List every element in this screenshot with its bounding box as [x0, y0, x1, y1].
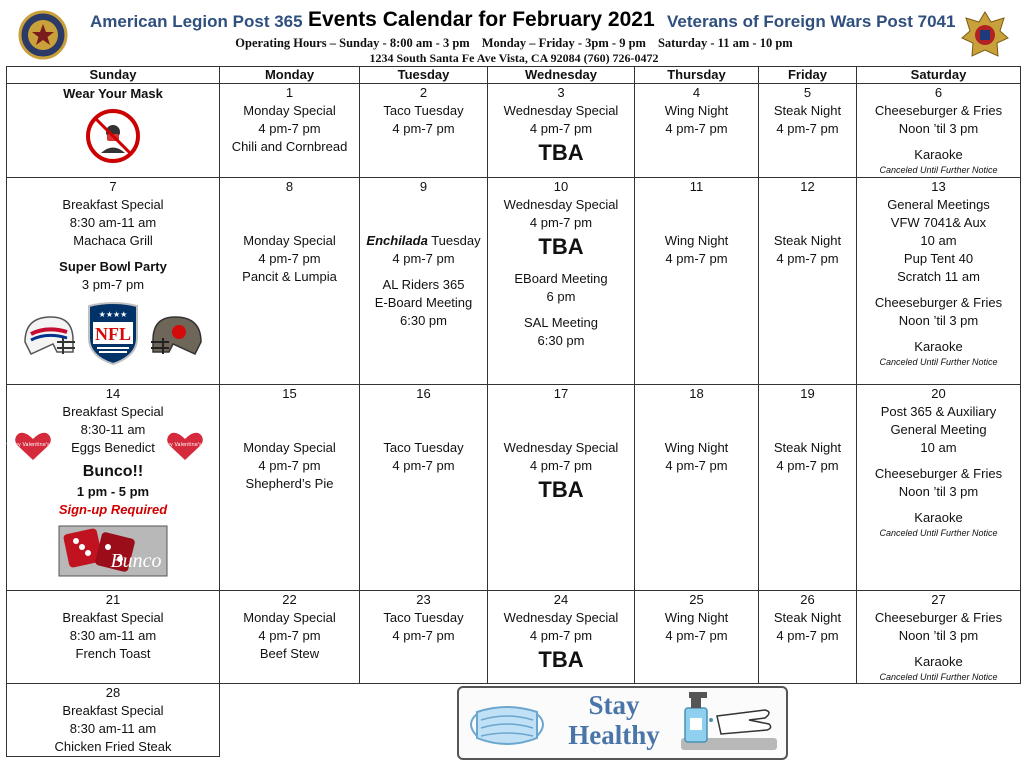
day-number: 20	[931, 386, 946, 401]
svg-text:Happy Valentine's Day: Happy Valentine's Day	[156, 442, 214, 448]
day-number: 27	[931, 592, 946, 607]
day-number: 8	[285, 179, 294, 194]
weekday-wednesday: Wednesday	[488, 67, 635, 84]
event-time: 8:30-11 am	[80, 422, 146, 437]
meeting-group: VFW 7041& Aux	[890, 215, 987, 230]
weekday-friday: Friday	[759, 67, 857, 84]
signup-required: Sign-up Required	[58, 502, 168, 517]
svg-text:Happy Valentine's Day: Happy Valentine's Day	[4, 442, 62, 448]
event-time: 4 pm-7 pm	[392, 628, 455, 643]
day-cell-16	[360, 385, 488, 591]
meeting-group: Post 365 & Auxiliary	[880, 404, 997, 419]
event-time: 4 pm-7 pm	[258, 458, 321, 473]
day-number: 11	[689, 179, 704, 194]
day-cell-1	[220, 84, 360, 178]
event-title: Monday Special	[243, 233, 336, 248]
super-bowl-time: 3 pm-7 pm	[81, 277, 145, 292]
super-bowl-artwork	[7, 302, 219, 372]
day-number: 14	[105, 386, 121, 401]
event-time: 4 pm-7 pm	[529, 628, 593, 643]
event-title	[360, 232, 487, 250]
event-title: Wednesday Special	[503, 440, 619, 455]
event-title: Cheeseburger & Fries	[874, 103, 1003, 118]
day-cell-25	[635, 591, 759, 684]
face-mask-icon	[463, 700, 551, 750]
week-row-4	[7, 591, 1021, 684]
day-cell-10	[488, 178, 635, 385]
page-title: Events Calendar for February 2021	[308, 8, 655, 31]
day-number: 9	[419, 179, 428, 194]
meeting-time: 6:30 pm	[400, 313, 447, 328]
meeting-title: General Meeting	[890, 422, 987, 437]
event-time: 8:30 am-11 am	[69, 721, 157, 736]
week-row-2	[7, 178, 1021, 385]
day-cell-20	[857, 385, 1021, 591]
day-number: 26	[800, 592, 815, 607]
day-cell-15	[220, 385, 360, 591]
nfl-shield-icon	[85, 300, 141, 366]
event-menu: Shepherd’s Pie	[245, 476, 334, 491]
super-bowl-title: Super Bowl Party	[59, 259, 167, 274]
day-number: 18	[689, 386, 704, 401]
weekday-thursday: Thursday	[635, 67, 759, 84]
event-title: Steak Night	[773, 103, 842, 118]
event-title: Wednesday Special	[503, 103, 619, 118]
karaoke-label: Karaoke	[914, 654, 963, 669]
event-time: 8:30 am-11 am	[69, 215, 157, 230]
event-time: 4 pm-7 pm	[258, 121, 321, 136]
event-time: 4 pm-7 pm	[392, 121, 455, 136]
event-time: 4 pm-7 pm	[529, 215, 593, 230]
karaoke-label: Karaoke	[914, 339, 963, 354]
tba-label: TBA	[538, 234, 584, 259]
event-time: 4 pm-7 pm	[665, 121, 728, 136]
event-menu: Chili and Cornbread	[231, 139, 348, 154]
meeting-group: Pup Tent 40	[903, 251, 974, 266]
event-menu: French Toast	[75, 646, 151, 661]
meeting-title: General Meetings	[887, 197, 990, 212]
day-number: 7	[109, 179, 117, 194]
day-number: 1	[285, 85, 294, 100]
stay-healthy-text	[559, 690, 669, 750]
day-cell-24	[488, 591, 635, 684]
meeting-time: Scratch 11 am	[897, 269, 980, 284]
event-menu: Chicken Fried Steak	[54, 739, 172, 754]
karaoke-label: Karaoke	[914, 147, 963, 162]
banner-line1: Stay	[588, 690, 640, 720]
event-title: Taco Tuesday	[383, 610, 464, 625]
meeting-title: E-Board Meeting	[374, 295, 473, 310]
day-cell-12	[759, 178, 857, 385]
event-title: Wing Night	[664, 440, 729, 455]
day-cell-4	[635, 84, 759, 178]
mask-reminder-title: Wear Your Mask	[63, 86, 163, 101]
day-number: 10	[553, 179, 569, 194]
day-cell-13	[857, 178, 1021, 385]
event-time: Noon ’til 3 pm	[898, 121, 979, 136]
tba-label: TBA	[538, 647, 584, 672]
event-title: Monday Special	[243, 440, 336, 455]
event-time: 4 pm-7 pm	[529, 121, 593, 136]
day-cell-21	[7, 591, 220, 684]
event-title: Breakfast Special	[62, 610, 164, 625]
day-number: 28	[105, 685, 121, 700]
meeting-group: AL Riders 365	[382, 277, 465, 292]
event-title: Cheeseburger & Fries	[874, 610, 1003, 625]
day-cell-14	[4, 385, 220, 591]
day-cell-11	[635, 178, 759, 385]
day-cell-8	[220, 178, 360, 385]
event-title: Cheeseburger & Fries	[874, 295, 1003, 310]
valentine-heart-icon	[156, 431, 214, 461]
bunco-dice-icon	[58, 525, 168, 577]
day-number: 6	[934, 85, 943, 100]
buccaneers-helmet-icon	[147, 312, 209, 362]
tba-label: TBA	[538, 477, 584, 502]
event-title: Steak Night	[773, 233, 842, 248]
event-time: Noon ’til 3 pm	[898, 484, 979, 499]
day-number: 2	[419, 85, 428, 100]
event-title: Monday Special	[243, 610, 336, 625]
day-number: 25	[689, 592, 704, 607]
day-cell-28	[7, 684, 220, 757]
weekday-saturday: Saturday	[857, 67, 1021, 84]
event-title: Steak Night	[773, 440, 842, 455]
canceled-note: Canceled Until Further Notice	[879, 528, 998, 538]
operating-hours	[0, 36, 1028, 51]
event-time: 4 pm-7 pm	[665, 251, 728, 266]
weekday-monday: Monday	[220, 67, 360, 84]
event-title: Wing Night	[664, 103, 729, 118]
event-menu: Pancit & Lumpia	[242, 269, 337, 284]
day-number: 22	[282, 592, 297, 607]
day-number: 16	[416, 386, 431, 401]
event-time: 4 pm-7 pm	[776, 458, 839, 473]
day-number: 15	[282, 386, 297, 401]
day-cell-23	[360, 591, 488, 684]
day-cell-2	[360, 84, 488, 178]
svg-text:★★★★: ★★★★	[98, 310, 128, 319]
day-cell-9	[360, 178, 488, 385]
hours-saturday: Saturday - 11 am - 10 pm	[657, 36, 793, 50]
day-cell-26	[759, 591, 857, 684]
event-title: Wednesday Special	[503, 197, 619, 212]
day-number: 3	[557, 85, 565, 100]
day-number: 21	[105, 592, 121, 607]
event-menu: Beef Stew	[259, 646, 320, 661]
event-time: 4 pm-7 pm	[776, 121, 839, 136]
day-number: 12	[800, 179, 815, 194]
meeting-time: 6:30 pm	[537, 333, 585, 348]
event-title: Taco Tuesday	[383, 103, 464, 118]
event-time: 4 pm-7 pm	[665, 628, 728, 643]
event-time: 4 pm-7 pm	[392, 251, 455, 266]
day-cell-6	[857, 84, 1021, 178]
day-number: 4	[692, 85, 701, 100]
event-title: Steak Night	[773, 610, 842, 625]
event-time: 4 pm-7 pm	[776, 251, 839, 266]
meeting-title: SAL Meeting	[524, 315, 598, 330]
day-number: 13	[931, 179, 946, 194]
event-time: 4 pm-7 pm	[392, 458, 455, 473]
event-menu: Eggs Benedict	[71, 440, 155, 455]
stay-healthy-banner	[457, 686, 788, 760]
event-title: Taco Tuesday	[383, 440, 464, 455]
day-cell-7	[7, 178, 220, 385]
day-cell-5	[759, 84, 857, 178]
meeting-time: 10 am	[920, 440, 957, 455]
day-number: 19	[800, 386, 815, 401]
hand-sanitizer-icon	[677, 690, 781, 754]
event-title: Breakfast Special	[62, 404, 164, 419]
day-number: 23	[416, 592, 431, 607]
day-cell-17	[488, 385, 635, 591]
event-time: 4 pm-7 pm	[665, 458, 728, 473]
meeting-time: 10 am	[920, 233, 957, 248]
bunco-title: Bunco!!	[82, 463, 144, 480]
event-time: 4 pm-7 pm	[258, 251, 321, 266]
event-time: Noon ’til 3 pm	[898, 313, 979, 328]
valentine-heart-icon	[4, 431, 62, 461]
weekday-tuesday: Tuesday	[360, 67, 488, 84]
day-cell-18	[635, 385, 759, 591]
karaoke-label: Karaoke	[914, 510, 963, 525]
canceled-note: Canceled Until Further Notice	[879, 672, 998, 682]
svg-text:Bunco: Bunco	[110, 550, 162, 572]
calendar-grid	[6, 66, 1021, 757]
hours-sunday: Operating Hours – Sunday - 8:00 am - 3 pm	[235, 36, 470, 50]
bunco-time: 1 pm - 5 pm	[76, 484, 150, 499]
canceled-note: Canceled Until Further Notice	[879, 165, 998, 175]
address: 1234 South Santa Fe Ave Vista, CA 92084 (760) 726-0472	[369, 51, 659, 65]
day-cell-3	[488, 84, 635, 178]
enchilada-word: Enchilada	[366, 233, 428, 248]
bills-helmet-icon	[17, 312, 79, 362]
event-title: Wing Night	[664, 233, 729, 248]
event-time: 8:30 am-11 am	[69, 628, 157, 643]
meeting-time: 6 pm	[546, 289, 576, 304]
event-time: Noon ’til 3 pm	[898, 628, 979, 643]
page-header	[0, 0, 1028, 66]
day-cell-27	[857, 591, 1021, 684]
day-number: 24	[553, 592, 569, 607]
day-cell-19	[759, 385, 857, 591]
day-number: 5	[803, 85, 812, 100]
tba-label: TBA	[538, 140, 584, 165]
event-time: 4 pm-7 pm	[529, 458, 593, 473]
hours-weekday: Monday – Friday - 3pm - 9 pm	[481, 36, 646, 50]
org-left-title: American Legion Post 365	[90, 12, 303, 31]
event-title: Cheeseburger & Fries	[874, 466, 1003, 481]
canceled-note: Canceled Until Further Notice	[879, 357, 998, 367]
event-menu: Machaca Grill	[73, 233, 153, 248]
tuesday-word: Tuesday	[427, 233, 481, 248]
event-time: 4 pm-7 pm	[776, 628, 839, 643]
org-right-title: Veterans of Foreign Wars Post 7041	[667, 12, 956, 31]
weekday-header-row	[7, 67, 1021, 84]
meeting-title: EBoard Meeting	[514, 271, 608, 286]
nfl-logo-text: NFL	[95, 324, 131, 344]
face-mask-required-icon	[86, 109, 140, 163]
day-number: 17	[553, 386, 569, 401]
event-time: 4 pm-7 pm	[258, 628, 321, 643]
event-title: Wing Night	[664, 610, 729, 625]
event-title: Wednesday Special	[503, 610, 619, 625]
week-row-1	[7, 84, 1021, 178]
day-cell-blank-sunday	[7, 84, 220, 178]
event-title: Breakfast Special	[62, 197, 164, 212]
banner-line2: Healthy	[568, 720, 660, 750]
event-title: Breakfast Special	[62, 703, 164, 718]
weekday-sunday: Sunday	[7, 67, 220, 84]
day-cell-22	[220, 591, 360, 684]
week-row-3	[7, 385, 1021, 591]
event-title: Monday Special	[243, 103, 336, 118]
